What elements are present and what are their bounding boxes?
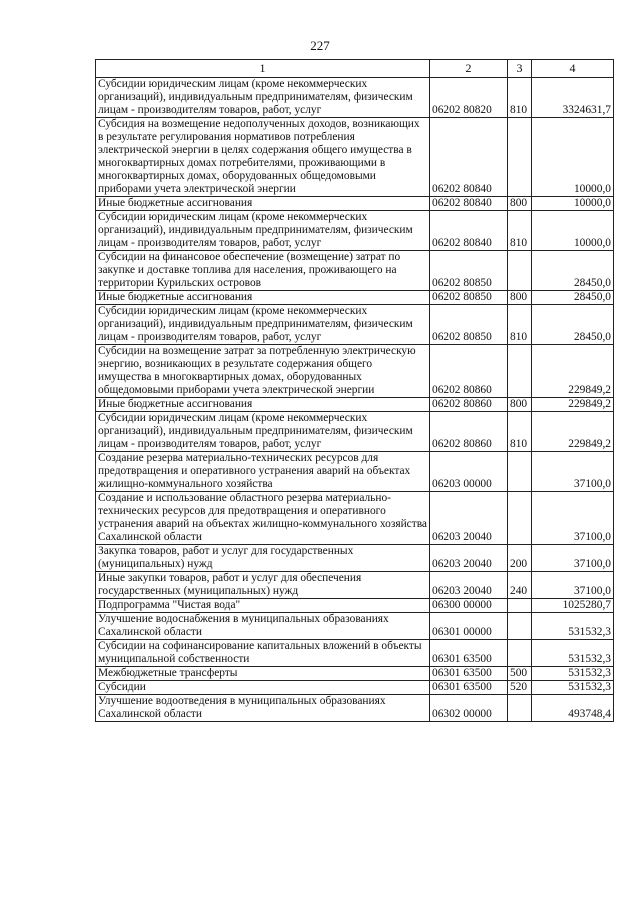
- row-type: 810: [508, 211, 532, 251]
- row-name: Иные бюджетные ассигнования: [96, 291, 430, 305]
- row-code: 06202 80820: [430, 78, 508, 118]
- row-code: 06202 80850: [430, 305, 508, 345]
- row-amount: 28450,0: [532, 251, 614, 291]
- row-code: 06300 00000: [430, 599, 508, 613]
- row-type: 200: [508, 545, 532, 572]
- row-amount: 37100,0: [532, 492, 614, 545]
- row-amount: 229849,2: [532, 398, 614, 412]
- row-name: Субсидии юридическим лицам (кроме некоммерческих организаций), индивидуальным предпринимателям, физическим лицам - производителям товаров, работ, услуг: [96, 78, 430, 118]
- row-code: 06301 00000: [430, 613, 508, 640]
- row-amount: 1025280,7: [532, 599, 614, 613]
- row-amount: 28450,0: [532, 305, 614, 345]
- table-row: [96, 78, 614, 118]
- table-row: [96, 305, 614, 345]
- row-amount: 37100,0: [532, 452, 614, 492]
- row-code: 06202 80840: [430, 211, 508, 251]
- table-body: [96, 78, 614, 722]
- row-name: Субсидии юридическим лицам (кроме некоммерческих организаций), индивидуальным предпринимателям, физическим лицам - производителям товаров, работ, услуг: [96, 211, 430, 251]
- row-type: [508, 599, 532, 613]
- row-name: Межбюджетные трансферты: [96, 667, 430, 681]
- row-type: 520: [508, 681, 532, 695]
- budget-table: [95, 59, 614, 722]
- row-type: 810: [508, 78, 532, 118]
- table-row: [96, 412, 614, 452]
- table-row: [96, 695, 614, 722]
- header-row: [96, 60, 614, 78]
- row-code: 06202 80840: [430, 197, 508, 211]
- row-type: 240: [508, 572, 532, 599]
- row-type: [508, 118, 532, 197]
- table-row: [96, 118, 614, 197]
- row-type: 810: [508, 305, 532, 345]
- row-amount: 531532,3: [532, 667, 614, 681]
- row-code: 06203 20040: [430, 492, 508, 545]
- row-amount: 229849,2: [532, 412, 614, 452]
- row-type: [508, 613, 532, 640]
- table-row: [96, 681, 614, 695]
- row-code: 06301 63500: [430, 667, 508, 681]
- row-amount: 28450,0: [532, 291, 614, 305]
- row-amount: 10000,0: [532, 197, 614, 211]
- row-type: 800: [508, 197, 532, 211]
- row-code: 06203 20040: [430, 545, 508, 572]
- row-amount: 531532,3: [532, 613, 614, 640]
- row-code: 06202 80840: [430, 118, 508, 197]
- row-type: [508, 492, 532, 545]
- table-row: [96, 345, 614, 398]
- row-name: Иные бюджетные ассигнования: [96, 197, 430, 211]
- header-amount: 4: [532, 60, 614, 78]
- row-amount: 10000,0: [532, 118, 614, 197]
- row-amount: 531532,3: [532, 681, 614, 695]
- table-row: [96, 211, 614, 251]
- header-code: 2: [430, 60, 508, 78]
- row-name: Улучшение водоснабжения в муниципальных образованиях Сахалинской области: [96, 613, 430, 640]
- row-name: Иные закупки товаров, работ и услуг для обеспечения государственных (муниципальных) нужд: [96, 572, 430, 599]
- row-code: 06202 80850: [430, 291, 508, 305]
- row-name: Улучшение водоотведения в муниципальных образованиях Сахалинской области: [96, 695, 430, 722]
- row-code: 06302 00000: [430, 695, 508, 722]
- row-code: 06202 80860: [430, 412, 508, 452]
- row-type: [508, 695, 532, 722]
- row-name: Субсидия на возмещение недополученных доходов, возникающих в результате регулирования нормативов потребления электрической энергии в целях содержания общего имущества в многоквартирных домах потребителями, проживающими в многоквартирных домах, оборудованных общедомовыми приборами учета электрической энергии: [96, 118, 430, 197]
- row-code: 06301 63500: [430, 681, 508, 695]
- table-row: [96, 613, 614, 640]
- table-row: [96, 197, 614, 211]
- row-amount: 37100,0: [532, 572, 614, 599]
- row-type: [508, 345, 532, 398]
- row-amount: 493748,4: [532, 695, 614, 722]
- row-amount: 10000,0: [532, 211, 614, 251]
- row-name: Субсидии на финансовое обеспечение (возмещение) затрат по закупке и доставке топлива для населения, проживающего на территории Курильских островов: [96, 251, 430, 291]
- row-type: 810: [508, 412, 532, 452]
- row-code: 06202 80860: [430, 345, 508, 398]
- row-name: Создание резерва материально-технических ресурсов для предотвращения и оперативного устранения аварий на объектах жилищно-коммунального хозяйства: [96, 452, 430, 492]
- table-row: [96, 640, 614, 667]
- row-type: [508, 452, 532, 492]
- row-code: 06203 00000: [430, 452, 508, 492]
- table-row: [96, 291, 614, 305]
- table-row: [96, 452, 614, 492]
- row-amount: 229849,2: [532, 345, 614, 398]
- row-code: 06202 80860: [430, 398, 508, 412]
- row-type: [508, 640, 532, 667]
- row-name: Субсидии юридическим лицам (кроме некоммерческих организаций), индивидуальным предпринимателям, физическим лицам - производителям товаров, работ, услуг: [96, 305, 430, 345]
- row-name: Субсидии: [96, 681, 430, 695]
- row-code: 06301 63500: [430, 640, 508, 667]
- row-name: Иные бюджетные ассигнования: [96, 398, 430, 412]
- table-row: [96, 572, 614, 599]
- page-number: 227: [310, 38, 330, 53]
- row-type: 800: [508, 398, 532, 412]
- row-code: 06202 80850: [430, 251, 508, 291]
- row-type: [508, 251, 532, 291]
- table-row: [96, 545, 614, 572]
- row-name: Создание и использование областного резерва материально-технических ресурсов для предотвращения и оперативного устранения аварий на объектах жилищно-коммунального хозяйства Сахалинской области: [96, 492, 430, 545]
- table-row: [96, 599, 614, 613]
- row-name: Субсидии на софинансирование капитальных вложений в объекты муниципальной собственности: [96, 640, 430, 667]
- table-row: [96, 398, 614, 412]
- row-amount: 3324631,7: [532, 78, 614, 118]
- row-code: 06203 20040: [430, 572, 508, 599]
- table-row: [96, 251, 614, 291]
- table-row: [96, 492, 614, 545]
- row-type: 500: [508, 667, 532, 681]
- row-type: 800: [508, 291, 532, 305]
- header-name: 1: [96, 60, 430, 78]
- header-type: 3: [508, 60, 532, 78]
- row-name: Подпрограмма "Чистая вода": [96, 599, 430, 613]
- row-name: Субсидии юридическим лицам (кроме некоммерческих организаций), индивидуальным предпринимателям, физическим лицам - производителям товаров, работ, услуг: [96, 412, 430, 452]
- row-name: Субсидии на возмещение затрат за потребленную электрическую энергию, возникающих в результате содержания общего имущества в многоквартирных домах, оборудованных общедомовыми приборами учета электрической энергии: [96, 345, 430, 398]
- row-amount: 531532,3: [532, 640, 614, 667]
- row-name: Закупка товаров, работ и услуг для государственных (муниципальных) нужд: [96, 545, 430, 572]
- row-amount: 37100,0: [532, 545, 614, 572]
- table-row: [96, 667, 614, 681]
